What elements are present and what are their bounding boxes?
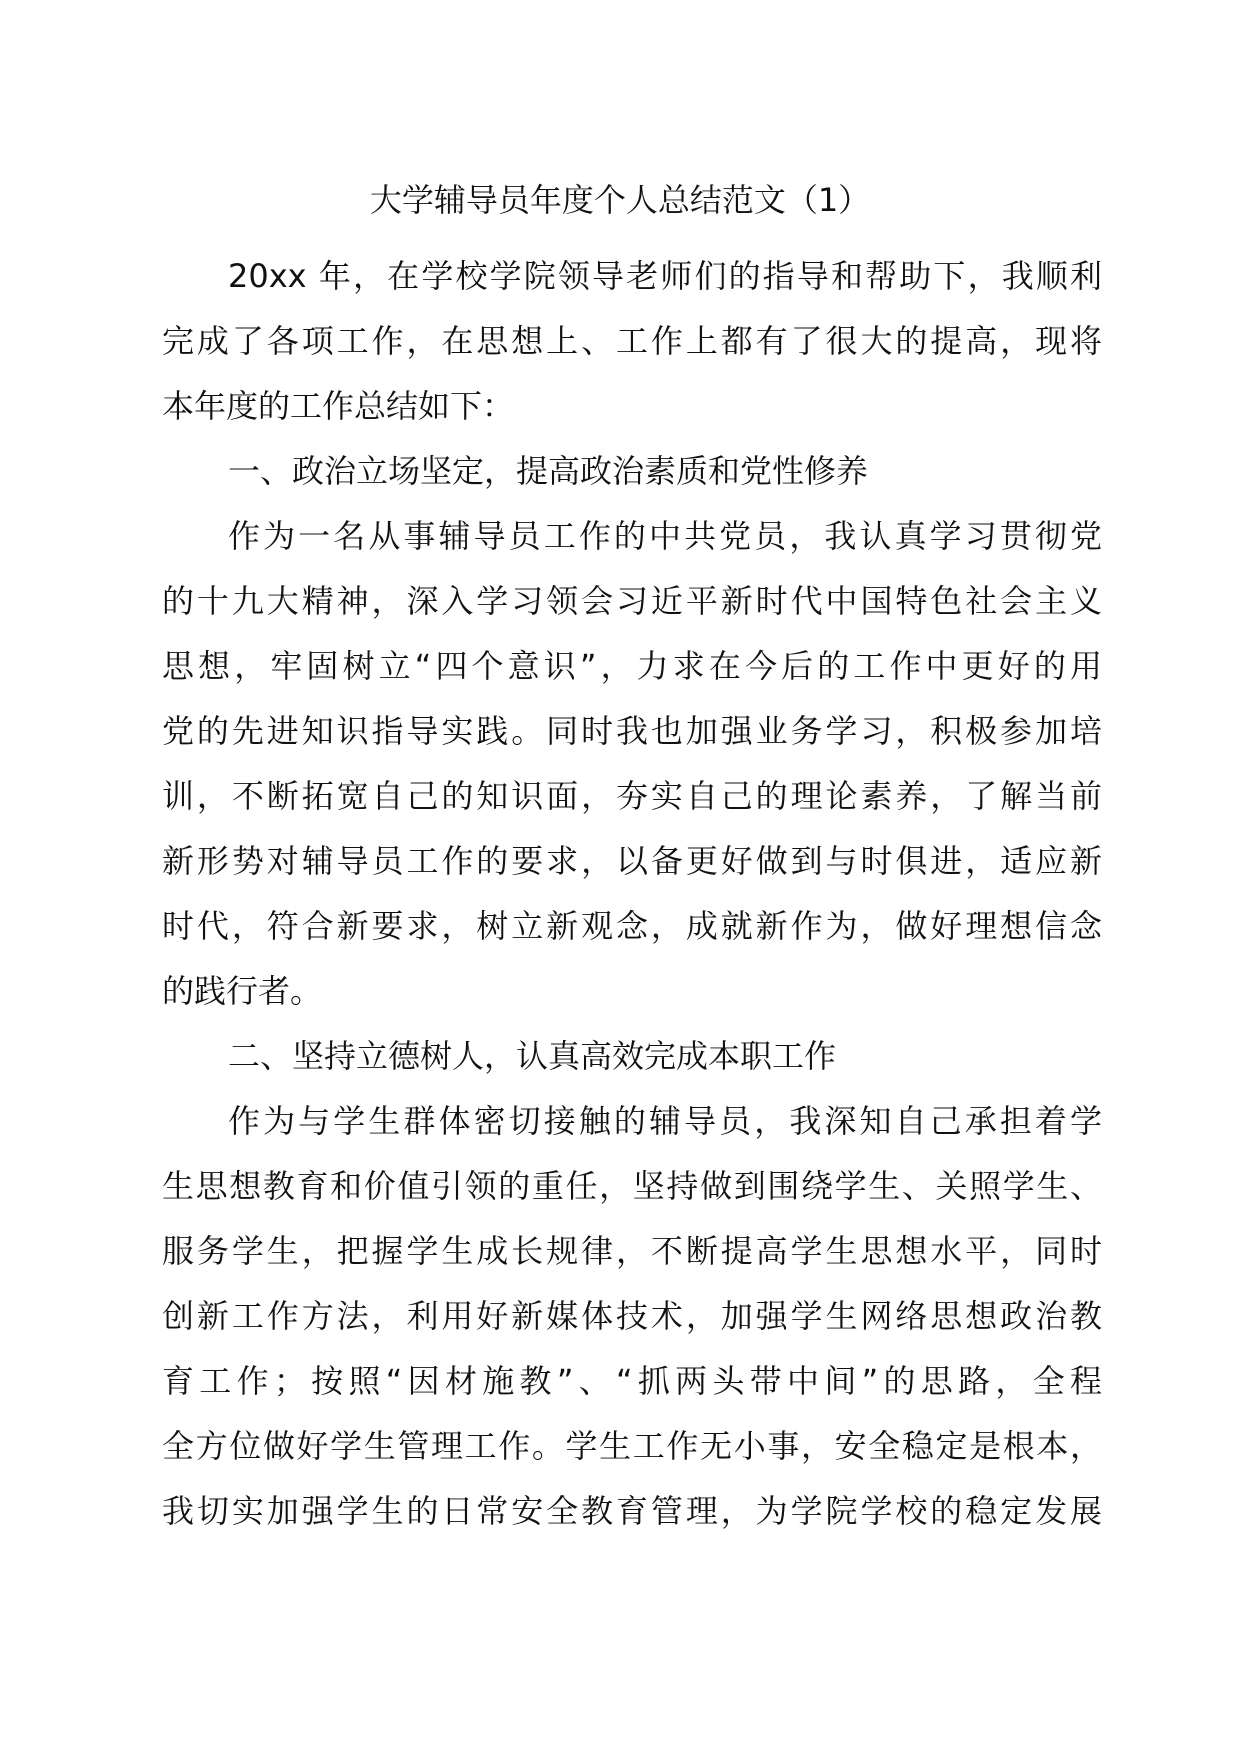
body-line: 思想，牢固树立“四个意识”，力求在今后的工作中更好的用 xyxy=(162,647,1102,685)
body-line: 时代，符合新要求，树立新观念，成就新作为，做好理想信念 xyxy=(162,907,1102,945)
body-line: 20xx 年，在学校学院领导老师们的指导和帮助下，我顺利 xyxy=(228,257,1102,295)
body-line: 服务学生，把握学生成长规律，不断提高学生思想水平，同时 xyxy=(162,1232,1102,1270)
body-line: 作为一名从事辅导员工作的中共党员，我认真学习贯彻党 xyxy=(228,517,1102,555)
body-line: 的十九大精神，深入学习领会习近平新时代中国特色社会主义 xyxy=(162,582,1102,620)
body-line: 的践行者。 xyxy=(162,972,323,1010)
body-line: 我切实加强学生的日常安全教育管理，为学院学校的稳定发展 xyxy=(162,1492,1102,1530)
document-body xyxy=(162,244,1102,1544)
body-line: 党的先进知识指导实践。同时我也加强业务学习，积极参加培 xyxy=(162,712,1102,750)
body-line: 完成了各项工作，在思想上、工作上都有了很大的提高，现将 xyxy=(162,322,1102,360)
body-line: 作为与学生群体密切接触的辅导员，我深知自己承担着学 xyxy=(228,1102,1102,1140)
document-title: 大学辅导员年度个人总结范文（1） xyxy=(369,181,871,219)
body-line: 全方位做好学生管理工作。学生工作无小事，安全稳定是根本， xyxy=(162,1427,1102,1465)
body-line: 一、政治立场坚定，提高政治素质和党性修养 xyxy=(228,452,869,490)
body-line: 创新工作方法，利用好新媒体技术，加强学生网络思想政治教 xyxy=(162,1297,1102,1335)
body-line: 生思想教育和价值引领的重任，坚持做到围绕学生、关照学生、 xyxy=(162,1167,1102,1205)
body-line: 本年度的工作总结如下： xyxy=(162,387,515,425)
body-line: 二、坚持立德树人，认真高效完成本职工作 xyxy=(228,1037,837,1075)
body-line: 育工作；按照“因材施教”、“抓两头带中间”的思路，全程 xyxy=(162,1362,1102,1400)
body-line: 训，不断拓宽自己的知识面，夯实自己的理论素养，了解当前 xyxy=(162,777,1102,815)
body-line: 新形势对辅导员工作的要求，以备更好做到与时俱进，适应新 xyxy=(162,842,1102,880)
